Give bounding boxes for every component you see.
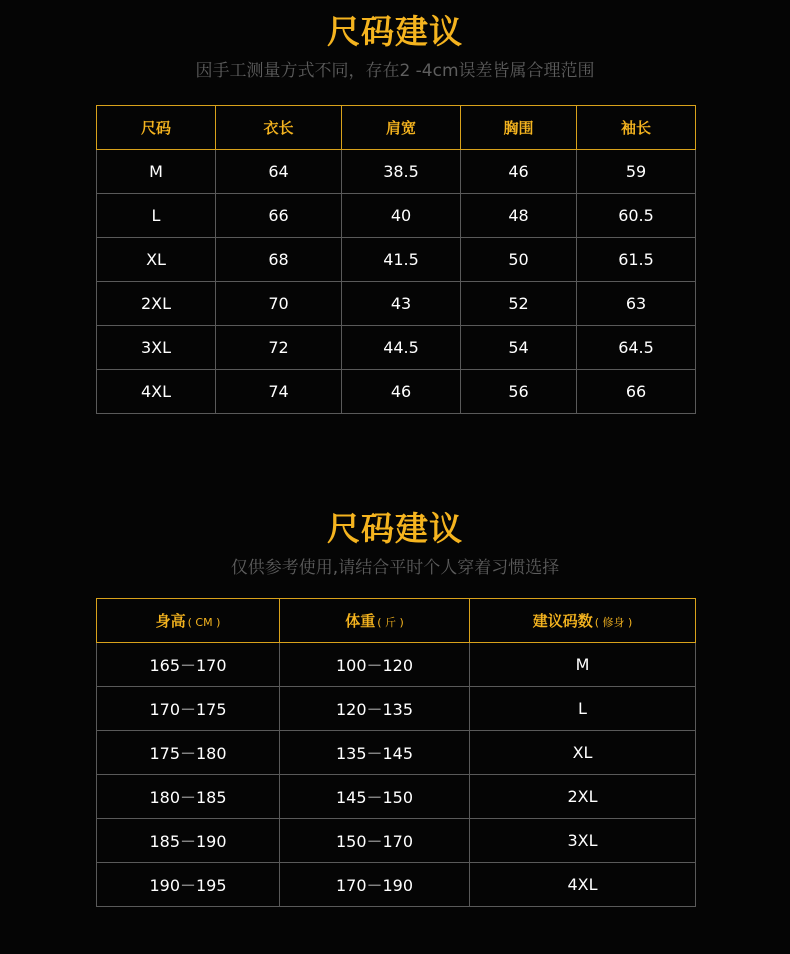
section1-title: 尺码建议 [327,12,463,51]
header-shoulder: 肩宽 [342,106,461,150]
cell-size: 4XL [97,370,216,414]
header-recommended-size-fit: ( 修身 ) [594,616,633,629]
cell-recommended-size: L [470,687,696,731]
section2-subtitle: 仅供参考使用,请结合平时个人穿着习惯选择 [230,558,560,578]
table-row [97,687,696,731]
table-row [97,775,696,819]
cell-length: 68 [216,238,342,282]
cell-sleeve: 63 [577,282,696,326]
cell-chest: 56 [461,370,577,414]
table-header-row [97,106,696,150]
table-header-row [97,599,696,643]
cell-weight: 100－120 [280,643,470,687]
table-row [97,863,696,907]
cell-shoulder: 41.5 [342,238,461,282]
cell-height: 165－170 [97,643,280,687]
cell-shoulder: 44.5 [342,326,461,370]
header-weight [280,599,470,643]
cell-sleeve: 64.5 [577,326,696,370]
cell-recommended-size: XL [470,731,696,775]
cell-weight: 120－135 [280,687,470,731]
cell-sleeve: 59 [577,150,696,194]
cell-length: 74 [216,370,342,414]
header-sleeve: 袖长 [577,106,696,150]
cell-length: 72 [216,326,342,370]
cell-shoulder: 38.5 [342,150,461,194]
header-height-label: 身高 [155,612,186,630]
cell-height: 185－190 [97,819,280,863]
cell-shoulder: 43 [342,282,461,326]
table-row [97,819,696,863]
cell-height: 190－195 [97,863,280,907]
header-height [97,599,280,643]
cell-weight: 145－150 [280,775,470,819]
table-row [97,731,696,775]
size-measure-table [96,105,696,414]
cell-chest: 50 [461,238,577,282]
size-recommend-table [96,598,696,907]
cell-weight: 170－190 [280,863,470,907]
cell-size: 2XL [97,282,216,326]
cell-shoulder: 40 [342,194,461,238]
header-size: 尺码 [97,106,216,150]
cell-height: 175－180 [97,731,280,775]
cell-recommended-size: 4XL [470,863,696,907]
table-row [97,282,696,326]
cell-height: 180－185 [97,775,280,819]
section2-title: 尺码建议 [327,509,463,548]
cell-length: 66 [216,194,342,238]
cell-chest: 48 [461,194,577,238]
cell-sleeve: 60.5 [577,194,696,238]
cell-weight: 150－170 [280,819,470,863]
cell-shoulder: 46 [342,370,461,414]
cell-weight: 135－145 [280,731,470,775]
header-weight-label: 体重 [345,612,376,630]
cell-length: 64 [216,150,342,194]
table-row [97,326,696,370]
cell-height: 170－175 [97,687,280,731]
table-row [97,150,696,194]
header-recommended-size [470,599,696,643]
cell-recommended-size: 2XL [470,775,696,819]
cell-chest: 52 [461,282,577,326]
table-row [97,643,696,687]
cell-chest: 46 [461,150,577,194]
cell-size: XL [97,238,216,282]
header-chest: 胸围 [461,106,577,150]
cell-size: L [97,194,216,238]
cell-chest: 54 [461,326,577,370]
header-length: 衣长 [216,106,342,150]
section1-subtitle: 因手工测量方式不同，存在2 -4cm误差皆属合理范围 [195,61,595,81]
header-height-unit: ( CM ) [187,616,221,629]
table-row [97,194,696,238]
cell-sleeve: 61.5 [577,238,696,282]
header-weight-unit: ( 斤 ) [377,616,404,629]
header-recommended-size-label: 建议码数 [532,612,593,630]
cell-size: M [97,150,216,194]
cell-size: 3XL [97,326,216,370]
cell-recommended-size: M [470,643,696,687]
cell-sleeve: 66 [577,370,696,414]
table-row [97,238,696,282]
table-row [97,370,696,414]
cell-length: 70 [216,282,342,326]
cell-recommended-size: 3XL [470,819,696,863]
